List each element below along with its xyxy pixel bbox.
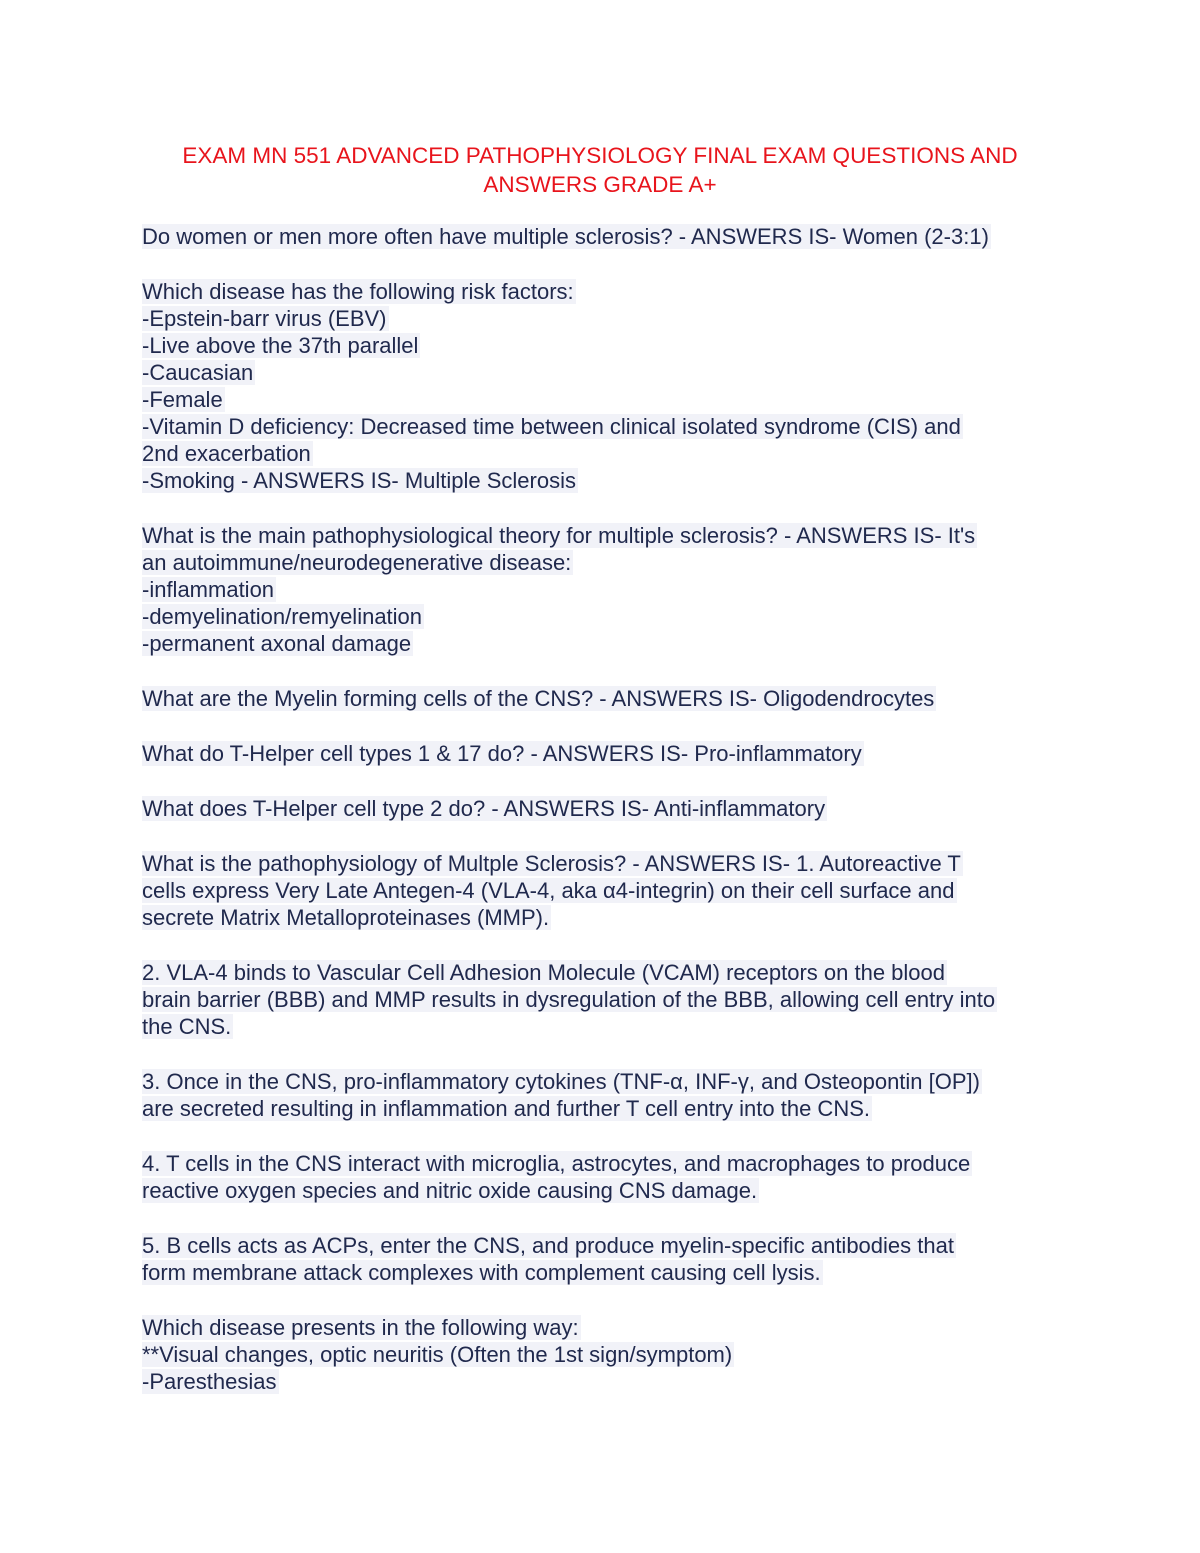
text-line-content: the CNS. bbox=[142, 1014, 232, 1039]
text-line bbox=[142, 305, 1072, 332]
text-line bbox=[142, 1341, 1072, 1368]
document-title bbox=[130, 141, 1070, 199]
text-line bbox=[142, 467, 1072, 494]
text-line-content: an autoimmune/neurodegenerative disease: bbox=[142, 550, 572, 575]
text-line-content: What are the Myelin forming cells of the CNS? - ANSWERS IS- Oligodendrocytes bbox=[142, 686, 935, 711]
qa-block bbox=[142, 522, 1072, 657]
text-line-content: Which disease has the following risk factors: bbox=[142, 279, 574, 304]
qa-block bbox=[142, 278, 1072, 494]
text-line-content: 2nd exacerbation bbox=[142, 441, 311, 466]
text-line-content: -permanent axonal damage bbox=[142, 631, 412, 656]
text-line-content: -Epstein-barr virus (EBV) bbox=[142, 306, 387, 331]
text-line bbox=[142, 1013, 1072, 1040]
qa-block bbox=[142, 1068, 1072, 1122]
qa-block bbox=[142, 795, 1072, 822]
text-line-content: What do T-Helper cell types 1 & 17 do? - ANSWERS IS- Pro-inflammatory bbox=[142, 741, 862, 766]
text-line bbox=[142, 1095, 1072, 1122]
text-line-content: 3. Once in the CNS, pro-inflammatory cytokines (TNF-α, INF-γ, and Osteopontin [OP]) bbox=[142, 1069, 980, 1094]
text-line bbox=[142, 522, 1072, 549]
text-line bbox=[142, 576, 1072, 603]
text-line-content: -Live above the 37th parallel bbox=[142, 333, 419, 358]
text-line bbox=[142, 904, 1072, 931]
text-line bbox=[142, 986, 1072, 1013]
qa-block bbox=[142, 685, 1072, 712]
text-line-content: are secreted resulting in inflammation and further T cell entry into the CNS. bbox=[142, 1096, 870, 1121]
text-line bbox=[142, 685, 1072, 712]
text-line-content: 2. VLA-4 binds to Vascular Cell Adhesion Molecule (VCAM) receptors on the blood bbox=[142, 960, 946, 985]
text-line-content: -Vitamin D deficiency: Decreased time between clinical isolated syndrome (CIS) and bbox=[142, 414, 961, 439]
text-line bbox=[142, 1177, 1072, 1204]
text-line bbox=[142, 359, 1072, 386]
text-line bbox=[142, 850, 1072, 877]
qa-block bbox=[142, 1150, 1072, 1204]
text-line-content: What is the main pathophysiological theory for multiple sclerosis? - ANSWERS IS- It's bbox=[142, 523, 976, 548]
qa-block bbox=[142, 1314, 1072, 1395]
text-line-content: -Smoking - ANSWERS IS- Multiple Sclerosis bbox=[142, 468, 576, 493]
text-line bbox=[142, 549, 1072, 576]
text-line bbox=[142, 332, 1072, 359]
text-line bbox=[142, 1314, 1072, 1341]
text-line-content: Which disease presents in the following way: bbox=[142, 1315, 579, 1340]
text-line-content: What does T-Helper cell type 2 do? - ANSWERS IS- Anti-inflammatory bbox=[142, 796, 826, 821]
text-line-content: -demyelination/remyelination bbox=[142, 604, 423, 629]
text-line-content: cells express Very Late Antegen-4 (VLA-4, aka α4-integrin) on their cell surface and bbox=[142, 878, 955, 903]
qa-block bbox=[142, 959, 1072, 1040]
text-line bbox=[142, 223, 1072, 250]
text-line-content: form membrane attack complexes with complement causing cell lysis. bbox=[142, 1260, 821, 1285]
text-line-content: secrete Matrix Metalloproteinases (MMP). bbox=[142, 905, 550, 930]
qa-block bbox=[142, 223, 1072, 250]
text-line-content: -Paresthesias bbox=[142, 1369, 277, 1394]
text-line bbox=[142, 630, 1072, 657]
text-line-content: brain barrier (BBB) and MMP results in dysregulation of the BBB, allowing cell entry into bbox=[142, 987, 996, 1012]
text-line bbox=[142, 1368, 1072, 1395]
text-line bbox=[142, 603, 1072, 630]
text-line-content: -Female bbox=[142, 387, 223, 412]
qa-block bbox=[142, 850, 1072, 931]
text-line bbox=[142, 959, 1072, 986]
text-line bbox=[142, 1068, 1072, 1095]
text-line bbox=[142, 386, 1072, 413]
text-line bbox=[142, 740, 1072, 767]
text-line bbox=[142, 278, 1072, 305]
qa-block bbox=[142, 1232, 1072, 1286]
text-line bbox=[142, 795, 1072, 822]
text-line-content: -inflammation bbox=[142, 577, 275, 602]
text-line-content: Do women or men more often have multiple sclerosis? - ANSWERS IS- Women (2-3:1) bbox=[142, 224, 989, 249]
text-line bbox=[142, 1259, 1072, 1286]
title-line-1: EXAM MN 551 ADVANCED PATHOPHYSIOLOGY FINAL EXAM QUESTIONS AND bbox=[182, 143, 1018, 168]
title-line-2: ANSWERS GRADE A+ bbox=[483, 172, 717, 197]
text-line-content: What is the pathophysiology of Multple Sclerosis? - ANSWERS IS- 1. Autoreactive T bbox=[142, 851, 961, 876]
text-line bbox=[142, 413, 1072, 440]
text-line-content: reactive oxygen species and nitric oxide causing CNS damage. bbox=[142, 1178, 758, 1203]
text-line-content: -Caucasian bbox=[142, 360, 254, 385]
text-line bbox=[142, 877, 1072, 904]
text-line-content: 5. B cells acts as ACPs, enter the CNS, and produce myelin-specific antibodies that bbox=[142, 1233, 954, 1258]
text-line bbox=[142, 440, 1072, 467]
text-line bbox=[142, 1232, 1072, 1259]
text-line-content: **Visual changes, optic neuritis (Often the 1st sign/symptom) bbox=[142, 1342, 733, 1367]
qa-block bbox=[142, 740, 1072, 767]
text-line-content: 4. T cells in the CNS interact with microglia, astrocytes, and macrophages to produce bbox=[142, 1151, 971, 1176]
text-line bbox=[142, 1150, 1072, 1177]
document-body bbox=[142, 223, 1072, 1423]
